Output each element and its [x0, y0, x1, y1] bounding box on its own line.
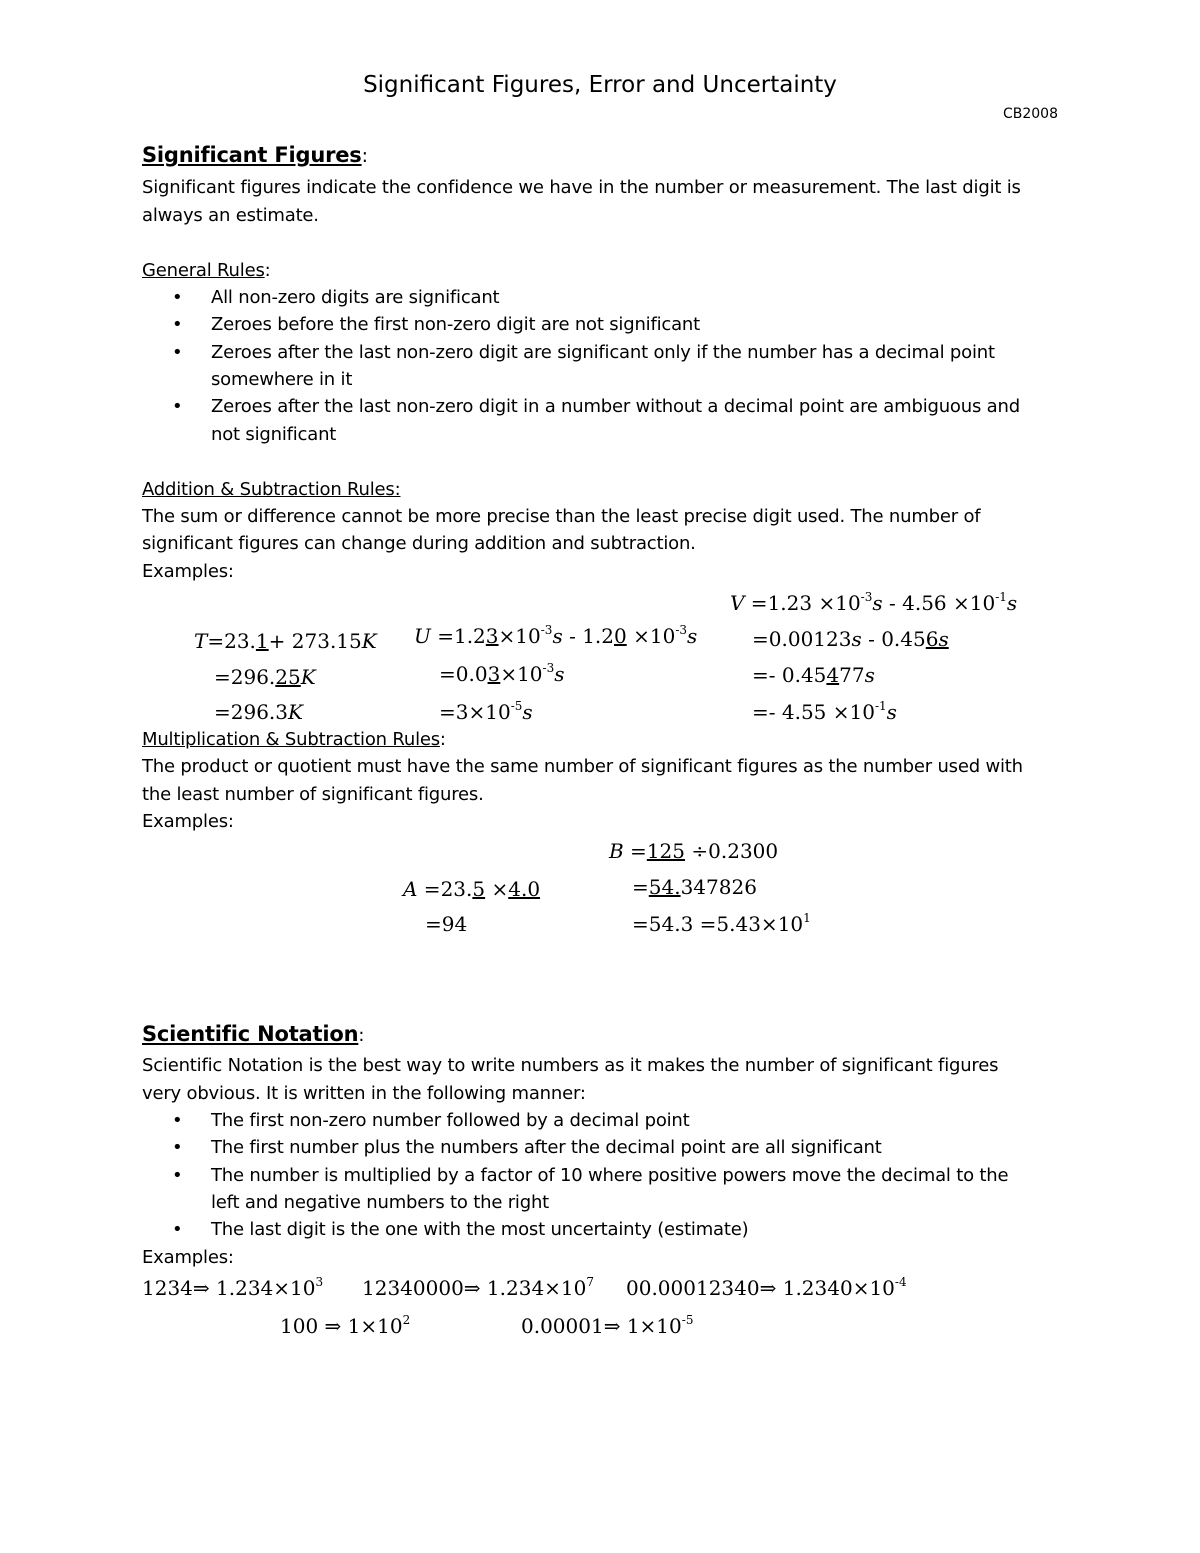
- muldiv-heading-line: [142, 729, 446, 750]
- math-b-line-2: =54.347826: [632, 875, 757, 899]
- sci-bullet-2: •: [172, 1137, 183, 1158]
- muldiv-text-line-1: The product or quotient must have the same number of significant figures as the number used with: [142, 756, 1023, 777]
- sci-heading-colon: :: [358, 1025, 365, 1046]
- addsub-text-line-1: The sum or difference cannot be more precise than the least precise digit used. The number of: [142, 506, 981, 527]
- bullet-2: •: [172, 314, 183, 335]
- general-rules-heading: General Rules: [142, 260, 265, 281]
- general-rules-heading-line: [142, 260, 271, 281]
- sci-rule-item-4: The last digit is the one with the most uncertainty (estimate): [211, 1219, 749, 1240]
- sci-example-2: 12340000⇒ $1.234\times 10^7$: [362, 1275, 595, 1300]
- muldiv-colon: :: [439, 729, 446, 750]
- math-t-line-3: =296.3K: [214, 700, 303, 724]
- addsub-text-line-2: significant figures can change during addition and subtraction.: [142, 533, 696, 554]
- sci-example-3: 00.00012340⇒ $1.2340\times 10^{-4}$: [626, 1275, 907, 1300]
- math-b-line-1: B =125 ÷0.2300: [609, 839, 779, 863]
- math-a-line-1: A =23.5 ×4.0: [403, 877, 541, 901]
- math-t-line-2: =296.25K: [214, 665, 316, 689]
- addsub-heading: Addition & Subtraction Rules:: [142, 479, 401, 500]
- sci-bullet-1: •: [172, 1110, 183, 1131]
- section-heading-sig-figs: [142, 143, 368, 167]
- rule-item-4: Zeroes after the last non-zero digit in a number without a decimal point are ambiguous and: [211, 396, 1020, 417]
- math-u-line-1: $U =1.23\times 10^{-3}s - 1.20 \times 10^{-3}s$: [414, 623, 698, 648]
- sci-intro-line-1: Scientific Notation is the best way to write numbers as it makes the number of significant figures: [142, 1055, 999, 1076]
- sci-bullet-3: •: [172, 1165, 183, 1186]
- bullet-1: •: [172, 287, 183, 308]
- math-v-line-2: =0.00123s - 0.456s: [752, 627, 949, 651]
- section-heading-sci: [142, 1022, 364, 1046]
- muldiv-heading: Multiplication & Subtraction Rules: [142, 729, 440, 750]
- rule-item-3-cont: somewhere in it: [211, 369, 353, 390]
- muldiv-text-line-2: the least number of significant figures.: [142, 784, 484, 805]
- sci-example-1: 1234⇒ $1.234\times 10^3$: [142, 1275, 324, 1300]
- sci-rule-item-2: The first number plus the numbers after the decimal point are all significant: [211, 1137, 882, 1158]
- general-rules-colon: :: [264, 260, 271, 281]
- sig-figs-heading: Significant Figures: [142, 143, 362, 167]
- sci-rule-item-3: The number is multiplied by a factor of 10 where positive powers move the decimal to the: [211, 1165, 1009, 1186]
- sci-bullet-4: •: [172, 1219, 183, 1240]
- math-v-line-1: $V =1.23 \times 10^{-3}s - 4.56 \times 10^{-1}s$: [730, 590, 1018, 615]
- rule-item-4-cont: not significant: [211, 424, 337, 445]
- math-v-line-4: =- $4.55 \times 10^{-1}s$: [752, 699, 897, 724]
- math-u-line-3: $=3\times 10^{-5}s$: [439, 699, 533, 724]
- document-title: Significant Figures, Error and Uncertainty: [363, 72, 837, 98]
- bullet-4: •: [172, 396, 183, 417]
- sci-example-4: 100 ⇒ $1\times 10^2$: [280, 1313, 411, 1338]
- bullet-3: •: [172, 342, 183, 363]
- sci-heading: Scientific Notation: [142, 1022, 359, 1046]
- math-v-line-3: =- 0.45477s: [752, 663, 875, 687]
- rule-item-3: Zeroes after the last non-zero digit are significant only if the number has a decimal point: [211, 342, 995, 363]
- author-code: CB2008: [1002, 106, 1058, 122]
- sci-intro-line-2: very obvious. It is written in the following manner:: [142, 1083, 586, 1104]
- sci-examples-label: Examples:: [142, 1247, 234, 1268]
- addsub-examples-label: Examples:: [142, 561, 234, 582]
- math-b-line-3: $=54.3 =5.43\times 10^1$: [632, 911, 811, 936]
- rule-item-2: Zeroes before the first non-zero digit are not significant: [211, 314, 700, 335]
- muldiv-examples-label: Examples:: [142, 811, 234, 832]
- math-u-line-2: $=0.03\times 10^{-3}s$: [439, 661, 565, 686]
- rule-item-1: All non-zero digits are significant: [211, 287, 500, 308]
- math-a-line-2: =94: [425, 912, 468, 936]
- math-t-line-1: T=23.1+ 273.15K: [194, 629, 377, 653]
- sci-rule-item-3-cont: left and negative numbers to the right: [211, 1192, 550, 1213]
- sci-example-5: 0.00001⇒ $1\times 10^{-5}$: [521, 1313, 694, 1338]
- sci-rule-item-1: The first non-zero number followed by a decimal point: [211, 1110, 690, 1131]
- sig-figs-intro-line-2: always an estimate.: [142, 205, 319, 226]
- sig-figs-heading-colon: :: [361, 145, 368, 167]
- sig-figs-intro-line-1: Significant figures indicate the confidence we have in the number or measurement. The last digit is: [142, 177, 1021, 198]
